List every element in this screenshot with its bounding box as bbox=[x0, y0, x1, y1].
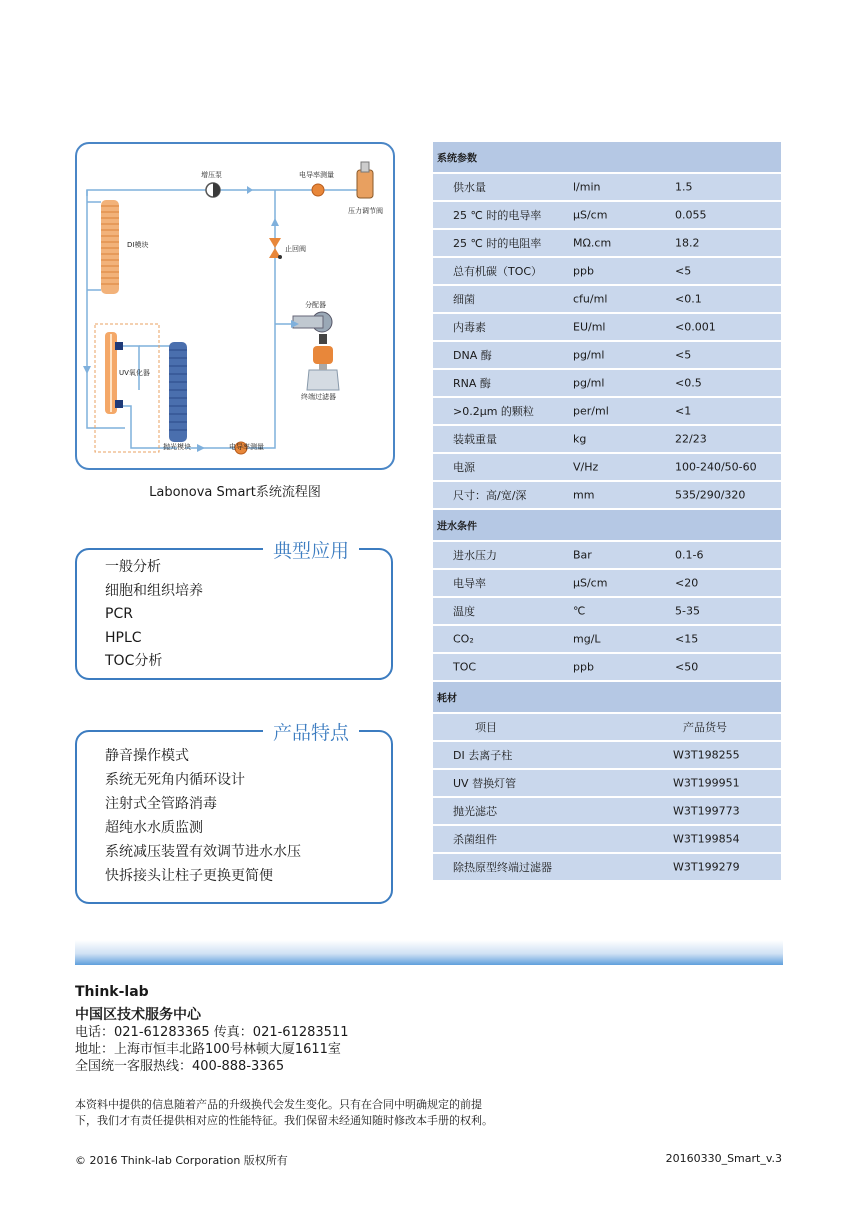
table-row bbox=[433, 570, 781, 598]
list-item: 超纯水水质监测 bbox=[105, 820, 203, 836]
section-title: 进水条件 bbox=[437, 521, 477, 533]
table-cell: 总有机碳（TOC） bbox=[453, 265, 543, 278]
table-cell: Bar bbox=[573, 548, 592, 562]
polish-label: 抛光模块 bbox=[163, 443, 191, 451]
table-row bbox=[433, 482, 781, 510]
table-cell: DI 去离子柱 bbox=[453, 749, 513, 762]
contact-phone: 电话：021-61283365 传真：021-61283511 bbox=[75, 1025, 349, 1040]
table-row bbox=[433, 230, 781, 258]
list-item: 细胞和组织培养 bbox=[105, 582, 203, 599]
table-row bbox=[433, 202, 781, 230]
table-cell: MΩ.cm bbox=[573, 236, 612, 250]
table-row bbox=[433, 854, 781, 882]
table-cell: cfu/ml bbox=[573, 292, 608, 306]
system-params-header bbox=[433, 142, 781, 174]
consumables-header bbox=[433, 682, 781, 714]
table-cell: <0.1 bbox=[675, 292, 702, 306]
table-cell: µS/cm bbox=[573, 576, 608, 590]
table-row bbox=[433, 314, 781, 342]
features-box bbox=[75, 722, 393, 904]
column-header: 项目 bbox=[475, 721, 497, 734]
table-cell: <5 bbox=[675, 264, 692, 278]
table-cell: W3T198255 bbox=[673, 748, 740, 762]
table-cell: pg/ml bbox=[573, 348, 605, 362]
table-cell: <5 bbox=[675, 348, 692, 362]
table-cell: kg bbox=[573, 432, 587, 446]
table-cell: <50 bbox=[675, 660, 699, 674]
contact-hotline: 全国统一客服热线：400-888-3365 bbox=[75, 1059, 285, 1074]
list-item: 一般分析 bbox=[105, 559, 161, 575]
table-cell: 进水压力 bbox=[453, 549, 497, 562]
table-cell: V/Hz bbox=[573, 460, 599, 474]
table-cell: <20 bbox=[675, 576, 699, 590]
table-cell: 1.5 bbox=[675, 180, 693, 194]
conductivity-top-label: 电导率测量 bbox=[299, 171, 334, 179]
footer-band bbox=[75, 940, 783, 965]
table-cell: ppb bbox=[573, 660, 594, 674]
service-center: 中国区技术服务中心 bbox=[75, 1007, 201, 1023]
table-row bbox=[433, 370, 781, 398]
list-item: TOC分析 bbox=[105, 653, 163, 669]
table-cell: 装载重量 bbox=[453, 433, 497, 446]
table-cell: 22/23 bbox=[675, 432, 707, 446]
contact-address: 地址：上海市恒丰北路100号林顿大厦1611室 bbox=[75, 1042, 341, 1057]
table-row bbox=[433, 258, 781, 286]
features-list bbox=[105, 744, 301, 888]
table-row bbox=[433, 342, 781, 370]
table-row bbox=[433, 542, 781, 570]
table-row bbox=[433, 286, 781, 314]
uv-label: UV氧化器 bbox=[119, 369, 150, 377]
column-header: 产品货号 bbox=[683, 721, 727, 734]
flow-diagram bbox=[75, 142, 395, 470]
spec-table bbox=[433, 142, 781, 882]
table-cell: RNA 酶 bbox=[453, 377, 491, 390]
table-cell: 0.1-6 bbox=[675, 548, 704, 562]
consumables-column-header bbox=[433, 714, 781, 742]
table-cell: 25 ℃ 时的电导率 bbox=[453, 209, 542, 222]
table-cell: <0.001 bbox=[675, 320, 716, 334]
table-row bbox=[433, 798, 781, 826]
table-cell: 内毒素 bbox=[453, 321, 486, 334]
table-cell: <1 bbox=[675, 404, 692, 418]
applications-title: 典型应用 bbox=[263, 536, 359, 563]
table-cell: 除热原型终端过滤器 bbox=[453, 861, 552, 874]
table-cell: W3T199279 bbox=[673, 860, 740, 874]
table-cell: 尺寸：高/宽/深 bbox=[453, 489, 527, 502]
table-cell: >0.2µm 的颗粒 bbox=[453, 405, 534, 418]
section-title: 耗材 bbox=[437, 693, 457, 705]
list-item: 静音操作模式 bbox=[105, 748, 189, 764]
table-row bbox=[433, 398, 781, 426]
table-cell: 细菌 bbox=[453, 293, 475, 306]
disclaimer-line-1: 本资料中提供的信息随着产品的升级换代会发生变化。只有在合同中明确规定的前提 bbox=[75, 1098, 482, 1111]
applications-box bbox=[75, 540, 393, 680]
table-cell: <0.5 bbox=[675, 376, 702, 390]
table-cell: CO₂ bbox=[453, 632, 474, 646]
table-cell: 25 ℃ 时的电阻率 bbox=[453, 237, 542, 250]
table-cell: UV 替换灯管 bbox=[453, 777, 517, 790]
applications-list bbox=[105, 556, 203, 674]
diagram-caption: Labonova Smart系统流程图 bbox=[149, 485, 321, 500]
table-cell: mg/L bbox=[573, 632, 601, 646]
flow-diagram-graphic bbox=[77, 144, 393, 468]
check-valve-label: 止回阀 bbox=[285, 245, 306, 253]
list-item: HPLC bbox=[105, 629, 142, 646]
company-name: Think-lab bbox=[75, 984, 149, 1000]
table-cell: 电源 bbox=[453, 461, 475, 474]
table-cell: 0.055 bbox=[675, 208, 707, 222]
table-cell: 电导率 bbox=[453, 577, 486, 590]
table-row bbox=[433, 174, 781, 202]
table-row bbox=[433, 826, 781, 854]
table-cell: 温度 bbox=[453, 605, 475, 618]
table-cell: per/ml bbox=[573, 404, 609, 418]
table-cell: EU/ml bbox=[573, 320, 606, 334]
list-item: PCR bbox=[105, 606, 133, 622]
table-row bbox=[433, 626, 781, 654]
table-cell: 18.2 bbox=[675, 236, 700, 250]
table-cell: 100-240/50-60 bbox=[675, 460, 757, 474]
table-row bbox=[433, 654, 781, 682]
table-cell: l/min bbox=[573, 180, 601, 194]
table-cell: pg/ml bbox=[573, 376, 605, 390]
list-item: 系统无死角内循环设计 bbox=[105, 772, 245, 788]
table-row bbox=[433, 770, 781, 798]
table-cell: 抛光滤芯 bbox=[453, 805, 497, 818]
table-cell: W3T199773 bbox=[673, 804, 740, 818]
pump-label: 增压泵 bbox=[201, 171, 222, 179]
table-row bbox=[433, 454, 781, 482]
dispenser-label: 分配器 bbox=[305, 301, 326, 309]
table-cell: 535/290/320 bbox=[675, 488, 746, 502]
table-cell: ppb bbox=[573, 264, 594, 278]
di-module-label: DI模块 bbox=[127, 241, 149, 249]
inlet-conditions-header bbox=[433, 510, 781, 542]
list-item: 快拆接头让柱子更换更简便 bbox=[105, 868, 273, 884]
table-cell: 5-35 bbox=[675, 604, 700, 618]
table-cell: 杀菌组件 bbox=[453, 833, 497, 846]
list-item: 系统减压装置有效调节进水水压 bbox=[105, 844, 301, 860]
table-cell: 供水量 bbox=[453, 181, 486, 194]
conductivity-bottom-label: 电导率测量 bbox=[229, 443, 264, 451]
copyright: © 2016 Think-lab Corporation 版权所有 bbox=[75, 1154, 288, 1167]
features-title: 产品特点 bbox=[263, 718, 359, 745]
table-row bbox=[433, 742, 781, 770]
table-row bbox=[433, 598, 781, 626]
final-filter-label: 终端过滤器 bbox=[301, 393, 336, 401]
table-cell: mm bbox=[573, 488, 595, 502]
table-row bbox=[433, 426, 781, 454]
table-cell: DNA 酶 bbox=[453, 349, 492, 362]
table-cell: TOC bbox=[453, 660, 477, 674]
version: 20160330_Smart_v.3 bbox=[665, 1152, 782, 1165]
pressure-valve-label: 压力调节阀 bbox=[348, 207, 383, 215]
table-cell: W3T199854 bbox=[673, 832, 740, 846]
list-item: 注射式全管路消毒 bbox=[105, 796, 217, 812]
section-title: 系统参数 bbox=[437, 153, 477, 165]
table-cell: µS/cm bbox=[573, 208, 608, 222]
table-cell: <15 bbox=[675, 632, 699, 646]
disclaimer-line-2: 下，我们才有责任提供相对应的性能特征。我们保留未经通知随时修改本手册的权利。 bbox=[75, 1114, 493, 1127]
table-cell: W3T199951 bbox=[673, 776, 740, 790]
table-cell: ℃ bbox=[573, 604, 586, 618]
